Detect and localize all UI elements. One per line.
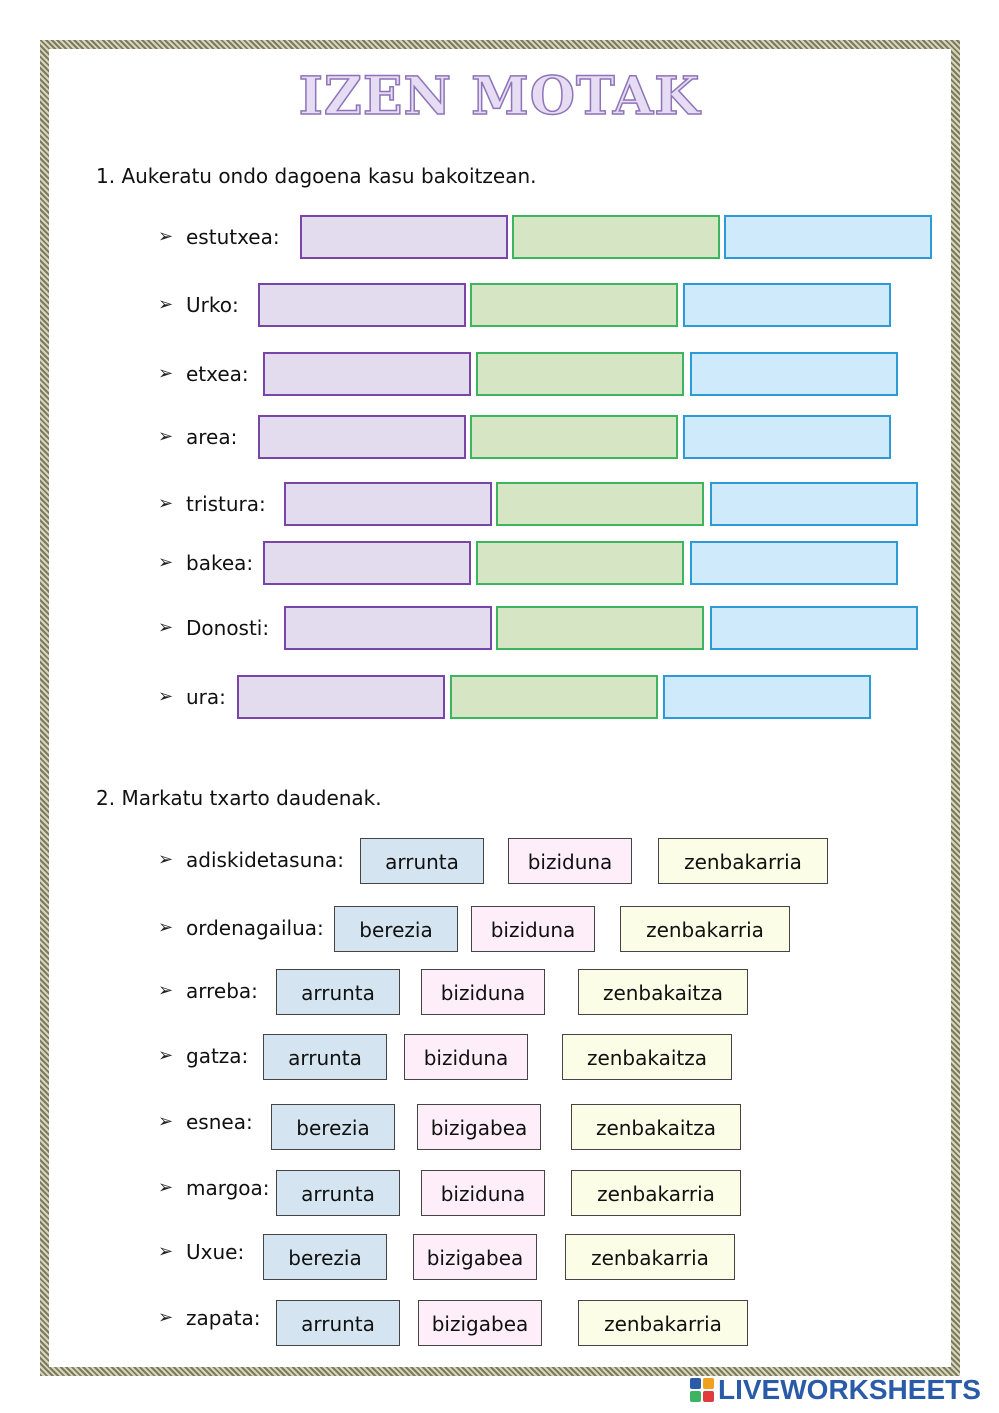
logo-mark-icon (690, 1378, 714, 1402)
item-label: ordenagailua: (186, 916, 324, 940)
list-item (0, 1234, 999, 1278)
arrow-bullet-icon: ➢ (158, 1111, 174, 1132)
arrow-bullet-icon: ➢ (158, 426, 174, 447)
option-type[interactable]: berezia (334, 906, 458, 952)
option-type[interactable]: arrunta (276, 969, 400, 1015)
arrow-bullet-icon: ➢ (158, 917, 174, 938)
answer-slot-1[interactable] (263, 541, 471, 585)
answer-slot-2[interactable] (512, 215, 720, 259)
answer-slot-3[interactable] (710, 606, 918, 650)
brand-name: LIVEWORKSHEETS (718, 1374, 981, 1405)
arrow-bullet-icon: ➢ (158, 617, 174, 638)
answer-slot-2[interactable] (470, 415, 678, 459)
answer-slot-1[interactable] (258, 283, 466, 327)
option-type[interactable]: berezia (263, 1234, 387, 1280)
arrow-bullet-icon: ➢ (158, 686, 174, 707)
option-animacy[interactable]: bizigabea (413, 1234, 537, 1280)
answer-slot-2[interactable] (450, 675, 658, 719)
option-countability[interactable]: zenbakarria (658, 838, 828, 884)
option-animacy[interactable]: bizigabea (418, 1300, 542, 1346)
option-animacy[interactable]: bizigabea (417, 1104, 541, 1150)
item-label: estutxea: (186, 225, 280, 249)
answer-slot-3[interactable] (724, 215, 932, 259)
option-type[interactable]: arrunta (263, 1034, 387, 1080)
answer-slot-2[interactable] (476, 352, 684, 396)
arrow-bullet-icon: ➢ (158, 1307, 174, 1328)
arrow-bullet-icon: ➢ (158, 1177, 174, 1198)
list-item (0, 1104, 999, 1148)
item-label: gatza: (186, 1044, 249, 1068)
page-title: IZEN MOTAK (298, 66, 701, 127)
list-item (0, 969, 999, 1013)
section-1-heading: 1. Aukeratu ondo dagoena kasu bakoitzean. (96, 164, 537, 188)
list-item (0, 352, 999, 396)
option-type[interactable]: berezia (271, 1104, 395, 1150)
list-item (0, 1300, 999, 1344)
item-label: zapata: (186, 1306, 261, 1330)
answer-slot-3[interactable] (683, 415, 891, 459)
item-label: margoa: (186, 1176, 270, 1200)
option-animacy[interactable]: biziduna (421, 969, 545, 1015)
arrow-bullet-icon: ➢ (158, 980, 174, 1001)
arrow-bullet-icon: ➢ (158, 493, 174, 514)
list-item (0, 675, 999, 719)
item-label: adiskidetasuna: (186, 848, 344, 872)
list-item (0, 906, 999, 950)
option-animacy[interactable]: biziduna (404, 1034, 528, 1080)
item-label: bakea: (186, 551, 254, 575)
item-label: Uxue: (186, 1240, 245, 1264)
option-countability[interactable]: zenbakarria (620, 906, 790, 952)
list-item (0, 838, 999, 882)
answer-slot-3[interactable] (690, 352, 898, 396)
item-label: tristura: (186, 492, 266, 516)
answer-slot-1[interactable] (237, 675, 445, 719)
option-animacy[interactable]: biziduna (471, 906, 595, 952)
item-label: ura: (186, 685, 226, 709)
option-animacy[interactable]: biziduna (421, 1170, 545, 1216)
option-type[interactable]: arrunta (360, 838, 484, 884)
list-item (0, 482, 999, 526)
section-2-heading: 2. Markatu txarto daudenak. (96, 786, 382, 810)
arrow-bullet-icon: ➢ (158, 363, 174, 384)
arrow-bullet-icon: ➢ (158, 294, 174, 315)
liveworksheets-logo[interactable] (690, 1372, 981, 1408)
item-label: etxea: (186, 362, 249, 386)
answer-slot-1[interactable] (263, 352, 471, 396)
answer-slot-1[interactable] (258, 415, 466, 459)
option-animacy[interactable]: biziduna (508, 838, 632, 884)
option-type[interactable]: arrunta (276, 1170, 400, 1216)
answer-slot-1[interactable] (284, 606, 492, 650)
answer-slot-1[interactable] (300, 215, 508, 259)
option-countability[interactable]: zenbakaitza (578, 969, 748, 1015)
item-label: area: (186, 425, 238, 449)
answer-slot-2[interactable] (476, 541, 684, 585)
list-item (0, 1170, 999, 1214)
item-label: arreba: (186, 979, 258, 1003)
arrow-bullet-icon: ➢ (158, 552, 174, 573)
answer-slot-2[interactable] (496, 606, 704, 650)
answer-slot-3[interactable] (710, 482, 918, 526)
list-item (0, 1034, 999, 1078)
list-item (0, 541, 999, 585)
arrow-bullet-icon: ➢ (158, 849, 174, 870)
item-label: esnea: (186, 1110, 253, 1134)
answer-slot-1[interactable] (284, 482, 492, 526)
list-item (0, 215, 999, 259)
answer-slot-3[interactable] (683, 283, 891, 327)
list-item (0, 415, 999, 459)
item-label: Urko: (186, 293, 239, 317)
item-label: Donosti: (186, 616, 270, 640)
option-countability[interactable]: zenbakarria (565, 1234, 735, 1280)
option-countability[interactable]: zenbakarria (578, 1300, 748, 1346)
option-countability[interactable]: zenbakaitza (562, 1034, 732, 1080)
answer-slot-3[interactable] (690, 541, 898, 585)
list-item (0, 283, 999, 327)
option-countability[interactable]: zenbakaitza (571, 1104, 741, 1150)
answer-slot-3[interactable] (663, 675, 871, 719)
answer-slot-2[interactable] (470, 283, 678, 327)
arrow-bullet-icon: ➢ (158, 1241, 174, 1262)
option-type[interactable]: arrunta (276, 1300, 400, 1346)
option-countability[interactable]: zenbakarria (571, 1170, 741, 1216)
arrow-bullet-icon: ➢ (158, 1045, 174, 1066)
list-item (0, 606, 999, 650)
answer-slot-2[interactable] (496, 482, 704, 526)
arrow-bullet-icon: ➢ (158, 226, 174, 247)
